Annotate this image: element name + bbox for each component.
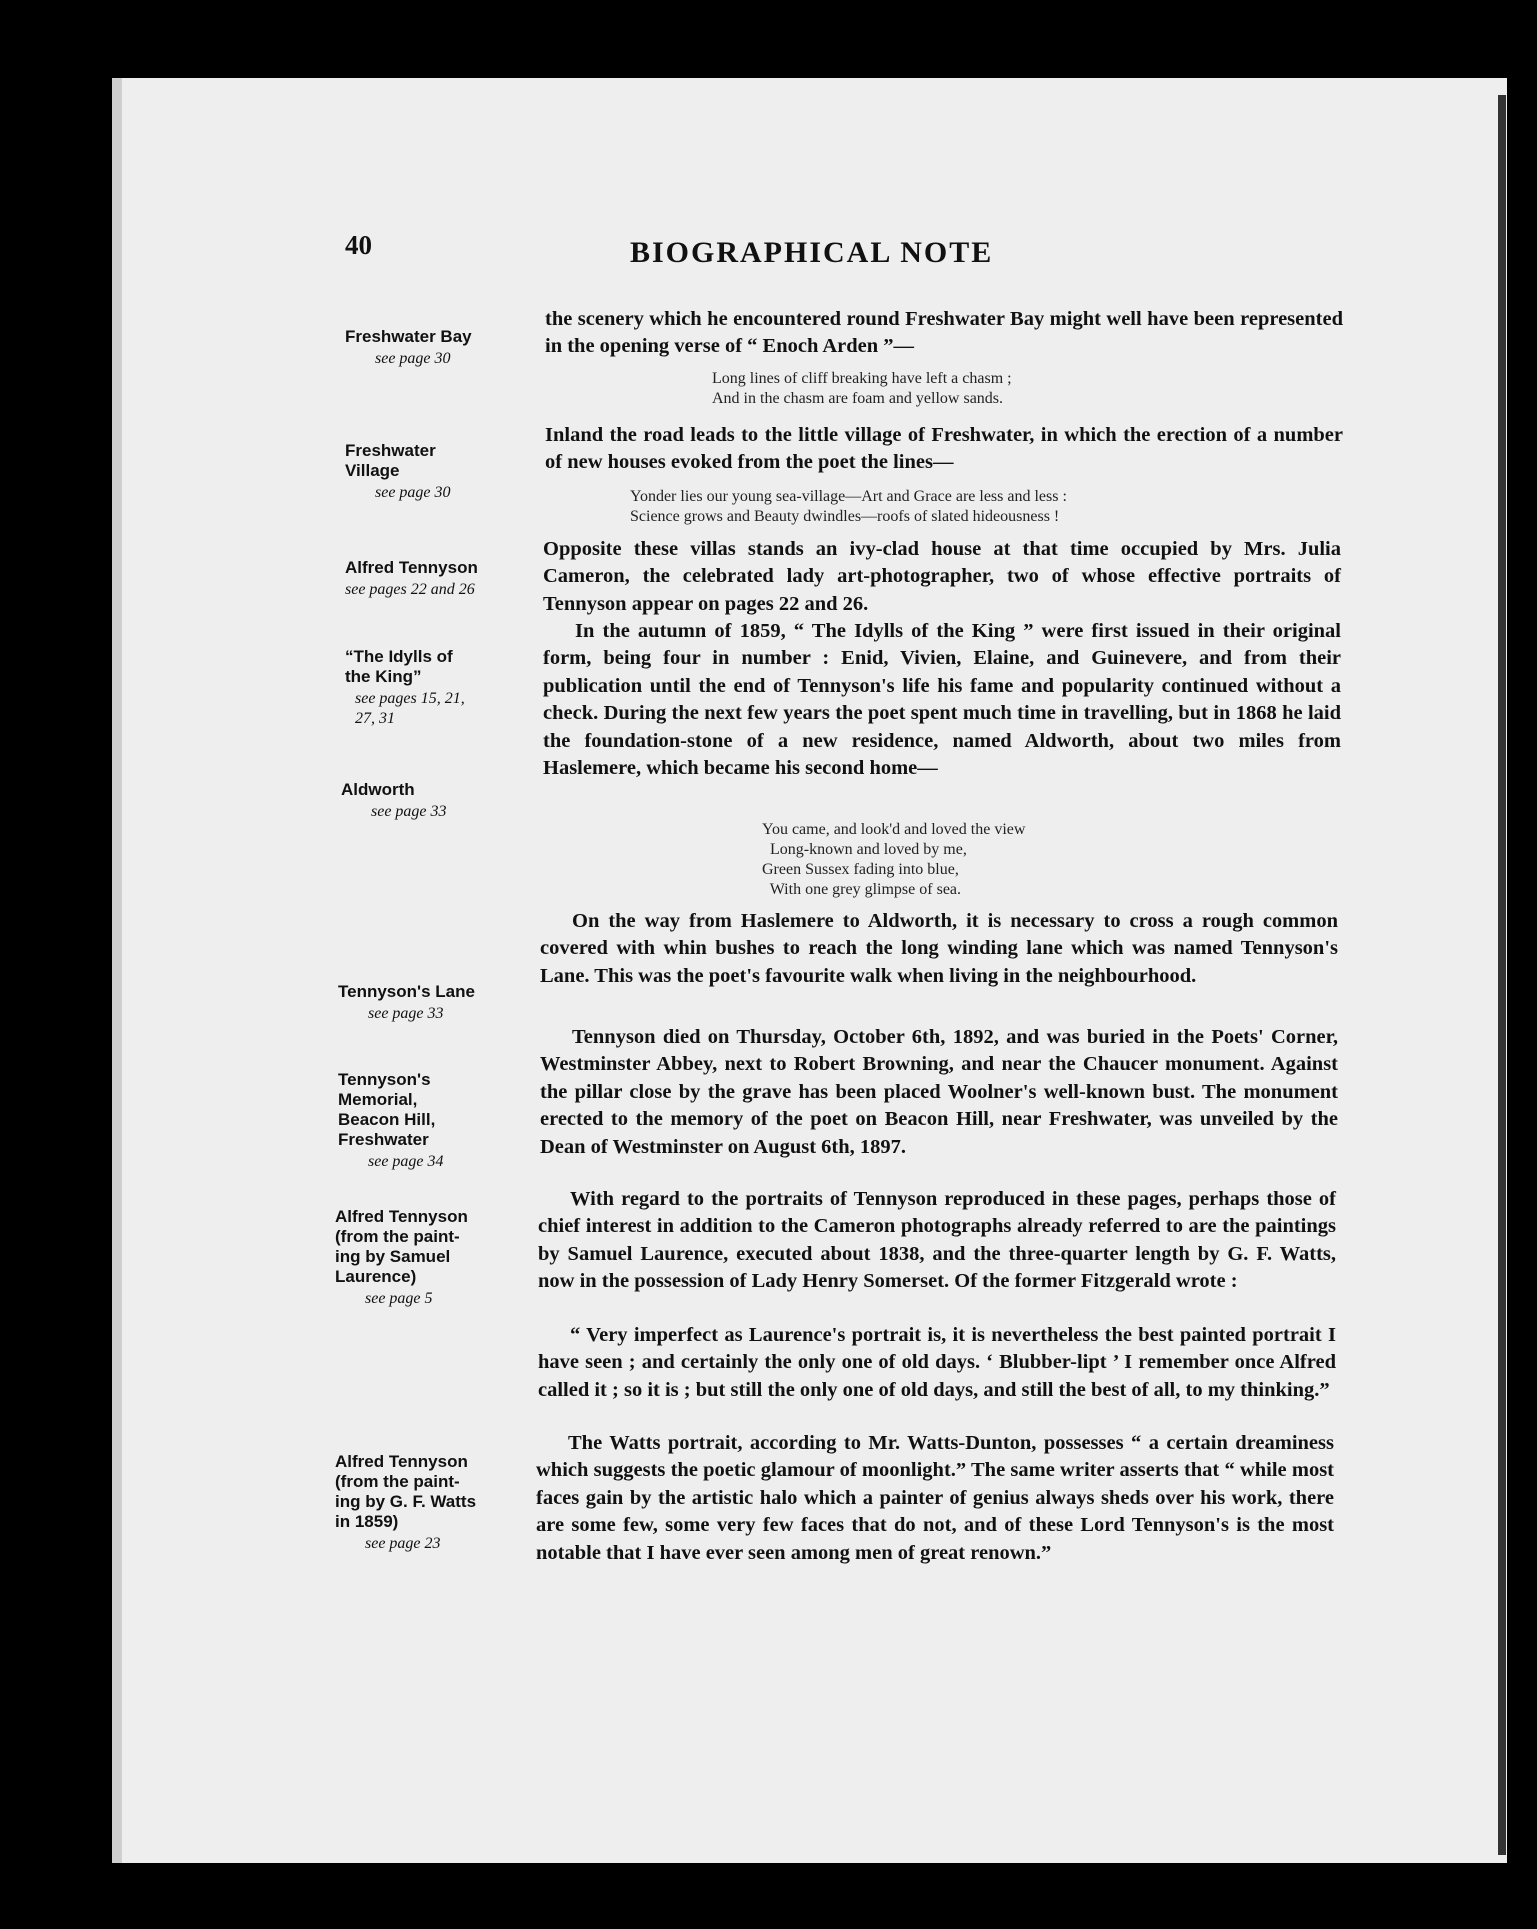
sidenote-freshwater-village (345, 421, 451, 523)
sidenote-ref: see page 33 (368, 1005, 444, 1022)
sidenote-title: Alfred Tennyson (from the paint- ing by G. F. Watts in 1859) (335, 1452, 477, 1531)
paragraph-7 (538, 1186, 1336, 1296)
sidenote-ref: see page 34 (368, 1153, 444, 1170)
sidenote-freshwater-bay (345, 307, 472, 389)
body-paragraph: Inland the road leads to the little village of Freshwater, in which the erection of a number of new houses evoked from the poet the lines— (545, 424, 1343, 474)
sidenote-title: Tennyson's Memorial, Beacon Hill, Freshwater (338, 1070, 436, 1149)
paragraph-6 (540, 1024, 1338, 1161)
paragraph-1 (545, 306, 1343, 361)
sidenote-watts-portrait (335, 1432, 476, 1574)
sidenote-title: Alfred Tennyson (345, 558, 478, 577)
sidenote-idylls (345, 627, 465, 749)
body-paragraph: Tennyson died on Thursday, October 6th, 1892, and was buried in the Poets' Corner, Westminster Abbey, next to Robert Browning, and near the Chaucer monument. Against the pillar close by the grave has been placed Woolner's well-known bust. The monument erected to the memory of the poet on Beacon Hill, near Freshwater, was unveiled by the Dean of Westminster on August 6th, 1897. (540, 1026, 1338, 1158)
body-paragraph: “ Very imperfect as Laurence's portrait is, it is nevertheless the best painted portrait I have seen ; and certainly the only one of old days. ‘ Blubber-lipt ’ I remember once Alfred called it ; so it is ; but still the only one of old days, and still the best of all, to my thinking.” (538, 1324, 1336, 1401)
body-paragraph: On the way from Haslemere to Aldworth, it is necessary to cross a rough common covered with whin bushes to reach the long winding lane which was named Tennyson's Lane. This was the poet's favourite walk when living in the neighbourhood. (540, 910, 1338, 987)
body-paragraph: the scenery which he encountered round Freshwater Bay might well have been represented in the opening verse of “ Enoch Arden ”— (545, 308, 1343, 358)
sidenote-ref: see pages 22 and 26 (345, 581, 475, 598)
sidenote-title: Freshwater Bay (345, 327, 472, 346)
sidenote-ref: see page 23 (365, 1535, 441, 1552)
sidenote-title: Alfred Tennyson (from the paint- ing by Samuel Laurence) (335, 1207, 468, 1286)
paragraph-5 (540, 908, 1338, 990)
sidenote-title: “The Idylls of the King” (345, 647, 453, 686)
sidenote-tennysons-lane (338, 962, 475, 1044)
sidenote-title: Tennyson's Lane (338, 982, 475, 1001)
sidenote-title: Aldworth (341, 780, 415, 799)
paragraph-2 (545, 422, 1343, 477)
sidenote-ref: see page 33 (371, 803, 447, 820)
paragraph-9 (536, 1430, 1334, 1567)
body-paragraph: Opposite these villas stands an ivy-clad house at that time occupied by Mrs. Julia Cameron, the celebrated lady art-photographer, two of whose effective portraits of Tennyson appear on pages 22 and 26. (543, 538, 1341, 615)
sidenote-ref: see page 30 (375, 350, 451, 367)
body-paragraph: The Watts portrait, according to Mr. Watts-Dunton, possesses “ a certain dreaminess which suggests the poetic glamour of moonlight.” The same writer asserts that “ while most faces gain by the artistic halo which a painter of genius always sheds over his work, there are some few, some very few faces that do not, and of these Lord Tennyson's is the most notable that I have ever seen among men of great renown.” (536, 1432, 1334, 1564)
verse-aldworth: You came, and look'd and loved the view Long-known and loved by me, Green Sussex fading into blue, With one grey glimpse of sea. (762, 821, 1026, 898)
sidenote-title: Freshwater Village (345, 441, 436, 480)
page-number: 40 (345, 230, 372, 260)
sidenote-laurence-portrait (335, 1187, 468, 1329)
verse-enoch-arden: Long lines of cliff breaking have left a chasm ; And in the chasm are foam and yellow sands. (712, 370, 1012, 407)
sidenote-ref: see page 5 (365, 1290, 433, 1307)
running-head: BIOGRAPHICAL NOTE (630, 236, 994, 269)
body-paragraph: With regard to the portraits of Tennyson reproduced in these pages, perhaps those of chief interest in addition to the Cameron photographs already referred to are the paintings by Samuel Laurence, executed about 1838, and the three-quarter length by G. F. Watts, now in the possession of Lady Henry Somerset. Of the former Fitzgerald wrote : (538, 1188, 1336, 1293)
sidenote-aldworth (341, 760, 447, 842)
sidenote-ref: see pages 15, 21, 27, 31 (355, 690, 465, 727)
paragraph-3 (543, 536, 1341, 618)
verse-sea-village: Yonder lies our young sea-village—Art and Grace are less and less : Science grows and Beauty dwindles—roofs of slated hideousness ! (630, 488, 1067, 525)
sidenote-memorial (338, 1050, 444, 1192)
paragraph-4 (543, 618, 1341, 782)
body-paragraph: In the autumn of 1859, “ The Idylls of the King ” were first issued in their original form, being four in number : Enid, Vivien, Elaine, and Guinevere, and from their publication until the end of Tennyson's life his fame and popularity continued without a check. During the next few years the poet spent much time in travelling, but in 1868 he laid the foundation-stone of a new residence, named Aldworth, about two miles from Haslemere, which became his second home— (543, 620, 1341, 780)
sidenote-alfred-tennyson (345, 538, 478, 620)
sidenote-ref: see page 30 (375, 484, 451, 501)
paragraph-8 (538, 1322, 1336, 1404)
page-edge (1498, 95, 1506, 1855)
